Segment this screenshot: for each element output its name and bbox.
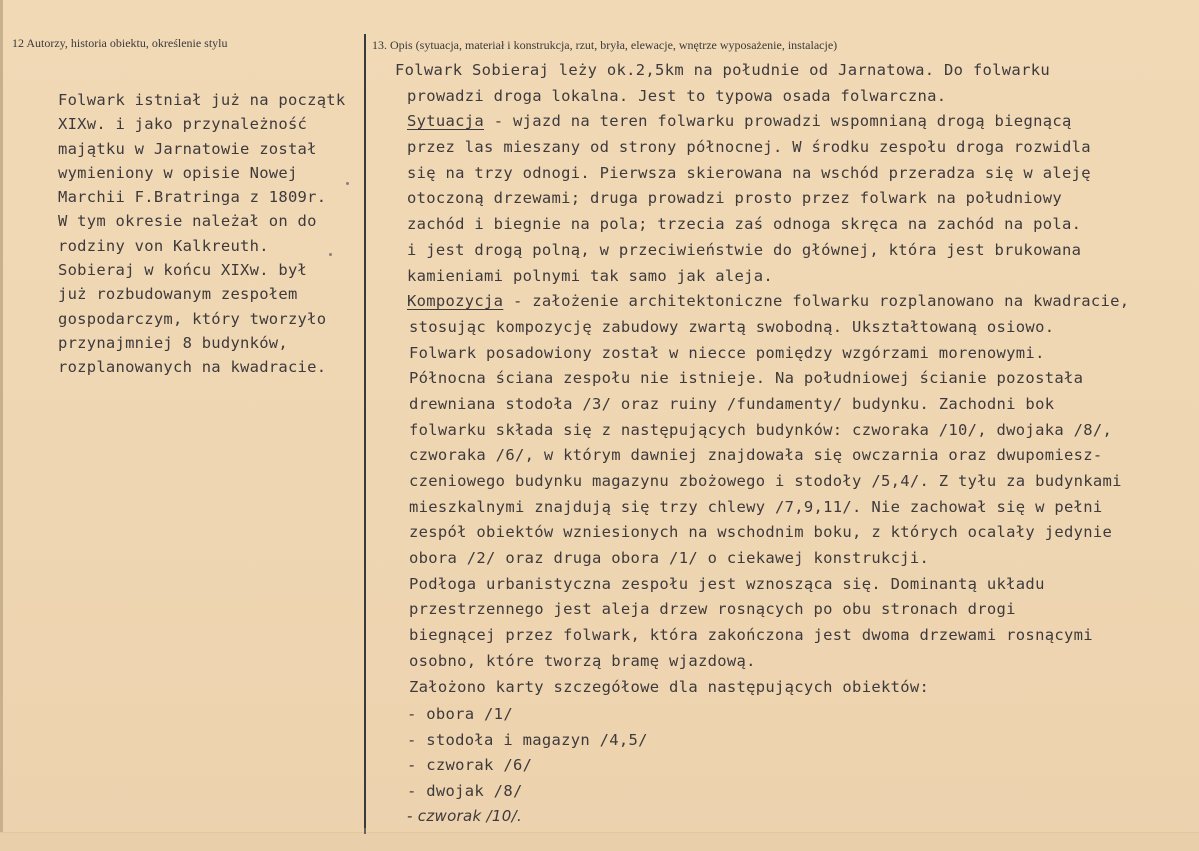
history-line: wymieniony w opisie Nowej [58, 163, 298, 182]
situation-line: przez las mieszany od strony północnej. W środku zespołu droga rozwidla [407, 138, 1091, 157]
composition-line: czworaka /6/, w którym dawniej znajdowała się owczarnia oraz dwupomiesz- [409, 446, 1103, 465]
sheet-left-edge [0, 0, 3, 851]
composition-heading: Kompozycja [407, 292, 504, 311]
list-item: - obora /1/ [407, 705, 513, 723]
composition-line: folwarku składa się z następujących budynków: czworaka /10/, dwojaka /8/, [409, 420, 1113, 439]
composition-line: drewniana stodoła /3/ oraz ruiny /fundamenty/ budynku. Zachodni bok [409, 394, 1055, 413]
composition-line: osobno, które tworzą bramę wjazdową. [409, 651, 756, 670]
composition-line: biegnącej przez folwark, która zakończona jest dwoma drzewami rosnącymi [409, 626, 1093, 645]
composition-line: przestrzennego jest aleja drzew rosnących po obu stronach drogi [409, 600, 1016, 619]
right-column-header: 13. Opis (sytuacja, materiał i konstrukcja, rzut, bryła, elewacje, wnętrze wyposażenie, instalacje) [372, 38, 838, 52]
history-line: rozplanowanych na kwadracie. [58, 358, 327, 377]
history-line: W tym okresie należał on do [58, 212, 317, 231]
situation-heading-line [395, 109, 1185, 135]
situation-line: kamieniami polnymi tak samo jak aleja. [407, 266, 774, 285]
detail-cards-list [407, 702, 648, 830]
intro-line: prowadzi droga lokalna. Jest to typowa osada folwarczna. [407, 86, 947, 105]
situation-line: otoczoną drzewami; druga prowadzi prosto przez folwark na południowy [407, 189, 1062, 208]
left-column-header: 12 Autorzy, historia obiektu, określenie stylu [12, 36, 228, 50]
paper-speck [329, 253, 332, 256]
composition-line: obora /2/ oraz druga obora /1/ o ciekawej konstrukcji. [409, 549, 930, 568]
composition-line: mieszkalnymi znajdują się trzy chlewy /7,9,11/. Nie zachował się w pełni [409, 497, 1103, 516]
list-item: - dwojak /8/ [407, 781, 523, 800]
situation-line: zachód i biegnie na pola; trzecia zaś odnoga skręca na zachód na pola. [407, 215, 1082, 234]
composition-line: Założono karty szczegółowe dla następujących obiektów: [409, 677, 930, 696]
composition-line: czeniowego budynku magazynu zbożowego i stodoły /5,4/. Z tyłu za budynkami [409, 472, 1122, 490]
history-line: Folwark istniał już na początk [58, 91, 346, 109]
composition-line: Folwark posadowiony został w niecce pomiędzy wzgórzami morenowymi. [409, 343, 1045, 362]
history-line: Marchii F.Bratringa z 1809r. [58, 188, 327, 207]
situation-line: i jest drogą polną, w przeciwieństwie do głównej, która jest brukowana [407, 240, 1082, 259]
composition-line: zespół obiektów wzniesionych na wschodnim boku, z których ocalały jedynie [409, 523, 1113, 542]
handwritten-list-item: - czworak /10/. [407, 807, 523, 825]
history-line: przynajmniej 8 budynków, [58, 333, 288, 352]
history-line: Sobieraj w końcu XIXw. był [58, 261, 308, 280]
situation-first-line: - wjazd na teren folwarku prowadzi wspomnianą drogą biegnącą [484, 112, 1072, 131]
composition-heading-line [395, 289, 1185, 315]
situation-heading: Sytuacja [407, 112, 485, 131]
list-item: - stodoła i magazyn /4,5/ [407, 730, 648, 749]
history-line: gospodarczym, który tworzyło [58, 309, 327, 328]
column-divider-tail [364, 828, 366, 834]
composition-line: Północna ściana zespołu nie istnieje. Na południowej ścianie pozostała [409, 369, 1084, 388]
situation-line: się na trzy odnogi. Pierwsza skierowana na wschód przeradza się w aleję [407, 163, 1091, 182]
history-line: rodziny von Kalkreuth. [58, 236, 269, 255]
composition-line: Podłoga urbanistyczna zespołu jest wznosząca się. Dominantą układu [409, 574, 1045, 593]
composition-line: stosując kompozycję zabudowy zwartą swobodną. Ukształtowaną osiowo. [409, 317, 1055, 336]
intro-line: Folwark Sobieraj leży ok.2,5km na południe od Jarnatowa. Do folwarku [395, 61, 1050, 79]
composition-first-line: - założenie architektoniczne folwarku rozplanowano na kwadracie, [503, 292, 1130, 311]
description-text-block [395, 58, 1185, 700]
paper-speck [346, 182, 349, 185]
history-text-block [58, 88, 370, 380]
history-line: już rozbudowanym zespołem [58, 285, 298, 304]
history-line: majątku w Jarnatowie został [58, 139, 317, 158]
sheet-bottom-edge [0, 832, 1199, 851]
list-item: - czworak /6/ [407, 756, 533, 774]
history-line: XIXw. i jako przynależność [58, 115, 308, 134]
